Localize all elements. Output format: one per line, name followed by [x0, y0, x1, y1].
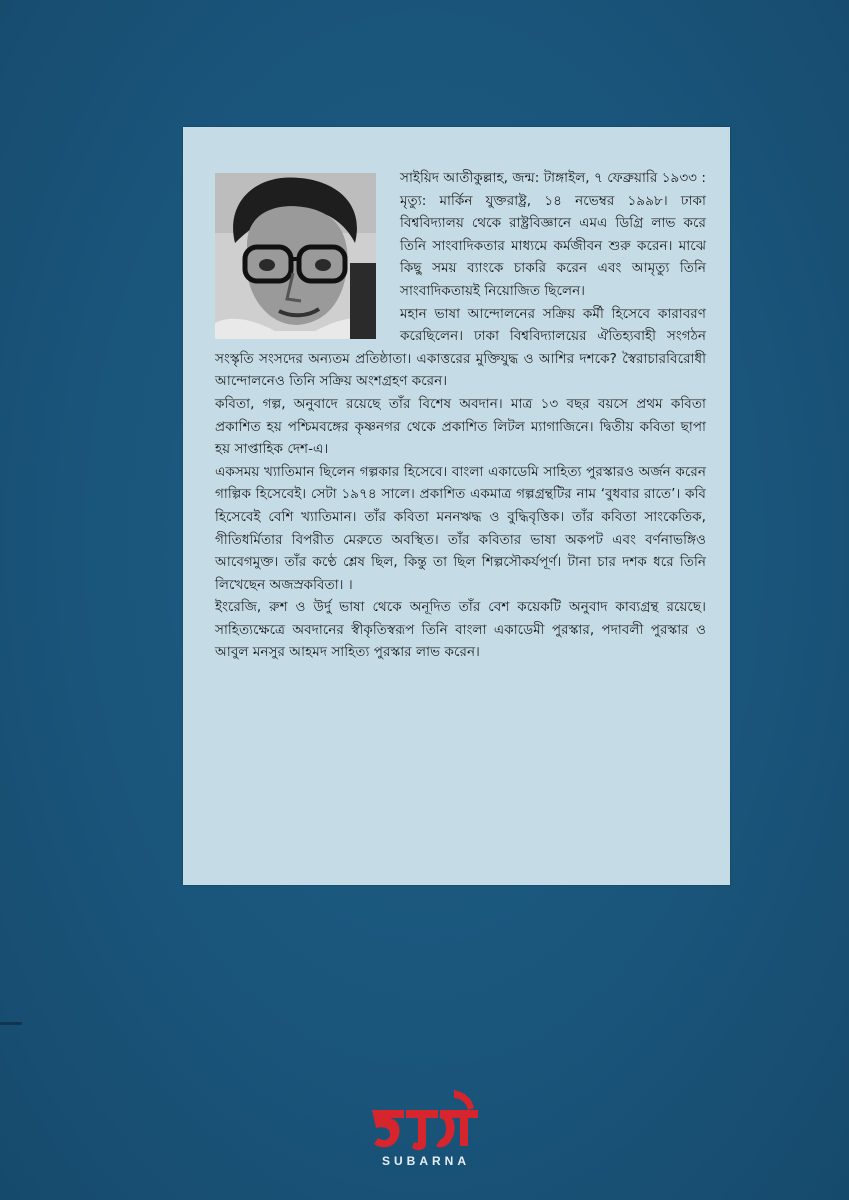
bio-paragraph: একসময় খ্যাতিমান ছিলেন গল্পকার হিসেবে। বাংলা একাডেমি সাহিত্য পুরস্কারও অর্জন করেন গাল্পিক হিসেবেই। সেটা ১৯৭৪ সালে। প্রকাশিত একমাত্র গল্পগ্রন্থটির নাম ‘বুধবার রাতে’। কবি হিসেবেই বেশি খ্যাতিমান। তাঁর কবিতা মননঋদ্ধ ও বুদ্ধিবৃত্তিক। তাঁর কবিতা সাংকেতিক, গীতিধর্মিতার বিপরীত মেরুতে অবস্থিত। তাঁর কবিতার ভাষা অকপট এবং বর্ণনাভঙ্গিও আবেগমুক্ত। তাঁর কণ্ঠে শ্লেষ ছিল, কিন্তু তা ছিল শিল্পসৌকর্যপূর্ণ। টানা চার দশক ধরে তিনি লিখেছেন অজস্রকবিতা। । — [215, 463, 706, 593]
bio-paragraph: ইংরেজি, রুশ ও উর্দু ভাষা থেকে অনূদিত তাঁর বেশ কয়েকটি অনুবাদ কাব্যগ্রন্থ রয়েছে। সাহিত্যক্ষেত্রে অবদানের স্বীকৃতিস্বরূপ তিনি বাংলা একাডেমী পুরস্কার, পদাবলী পুরস্কার ও আবুল মনসুর আহমদ সাহিত্য পুরস্কার লাভ করেন। — [215, 599, 706, 661]
publisher-name: SUBARNA — [382, 1154, 470, 1168]
cover-scratch-mark — [0, 1022, 22, 1025]
author-photo — [215, 173, 376, 339]
publisher-logo — [362, 1088, 490, 1178]
bio-paragraph: মহান ভাষা আন্দোলনের সক্রিয় কর্মী হিসেবে কারাবরণ করেছিলেন। ঢাকা বিশ্ববিদ্যালয়ের ঐতিহ্যবাহী সংগঠন সংস্কৃতি সংসদের অন্যতম প্রতিষ্ঠাতা। একাত্তরের মুক্তিযুদ্ধ ও আশির দশকে? স্বৈরাচারবিরোধী আন্দোলনেও তিনি সক্রিয় অংশগ্রহণ করেন। — [215, 305, 706, 390]
author-blurb-panel — [183, 127, 730, 885]
bio-paragraph: সাইয়িদ আতীকুল্লাহ, জন্ম: টাঙ্গাইল, ৭ ফেব্রুয়ারি ১৯৩৩ : মৃত্যু: মার্কিন যুক্তরাষ্ট্র, ১৪ নভেম্বর ১৯৯৮। ঢাকা বিশ্ববিদ্যালয় থেকে রাষ্ট্রবিজ্ঞানে এমএ ডিগ্রি লাভ করে তিনি সাংবাদিকতার মাধ্যমে কর্মজীবন শুরু করেন। মাঝে কিছু সময় ব্যাংকে চাকরি করেন এবং আমৃত্যু তিনি সাংবাদিকতায়ই নিয়োজিত ছিলেন। — [400, 170, 706, 299]
bio-paragraph: কবিতা, গল্প, অনুবাদে রয়েছে তাঁর বিশেষ অবদান। মাত্র ১৩ বছর বয়সে প্রথম কবিতা প্রকাশিত হয় পশ্চিমবঙ্গের কৃষ্ণনগর থেকে প্রকাশিত লিটল ম্যাগাজিনে। দ্বিতীয় কবিতা ছাপা হয় সাপ্তাহিক দেশ-এ। — [215, 395, 706, 458]
publisher-logo-mark — [368, 1088, 482, 1152]
